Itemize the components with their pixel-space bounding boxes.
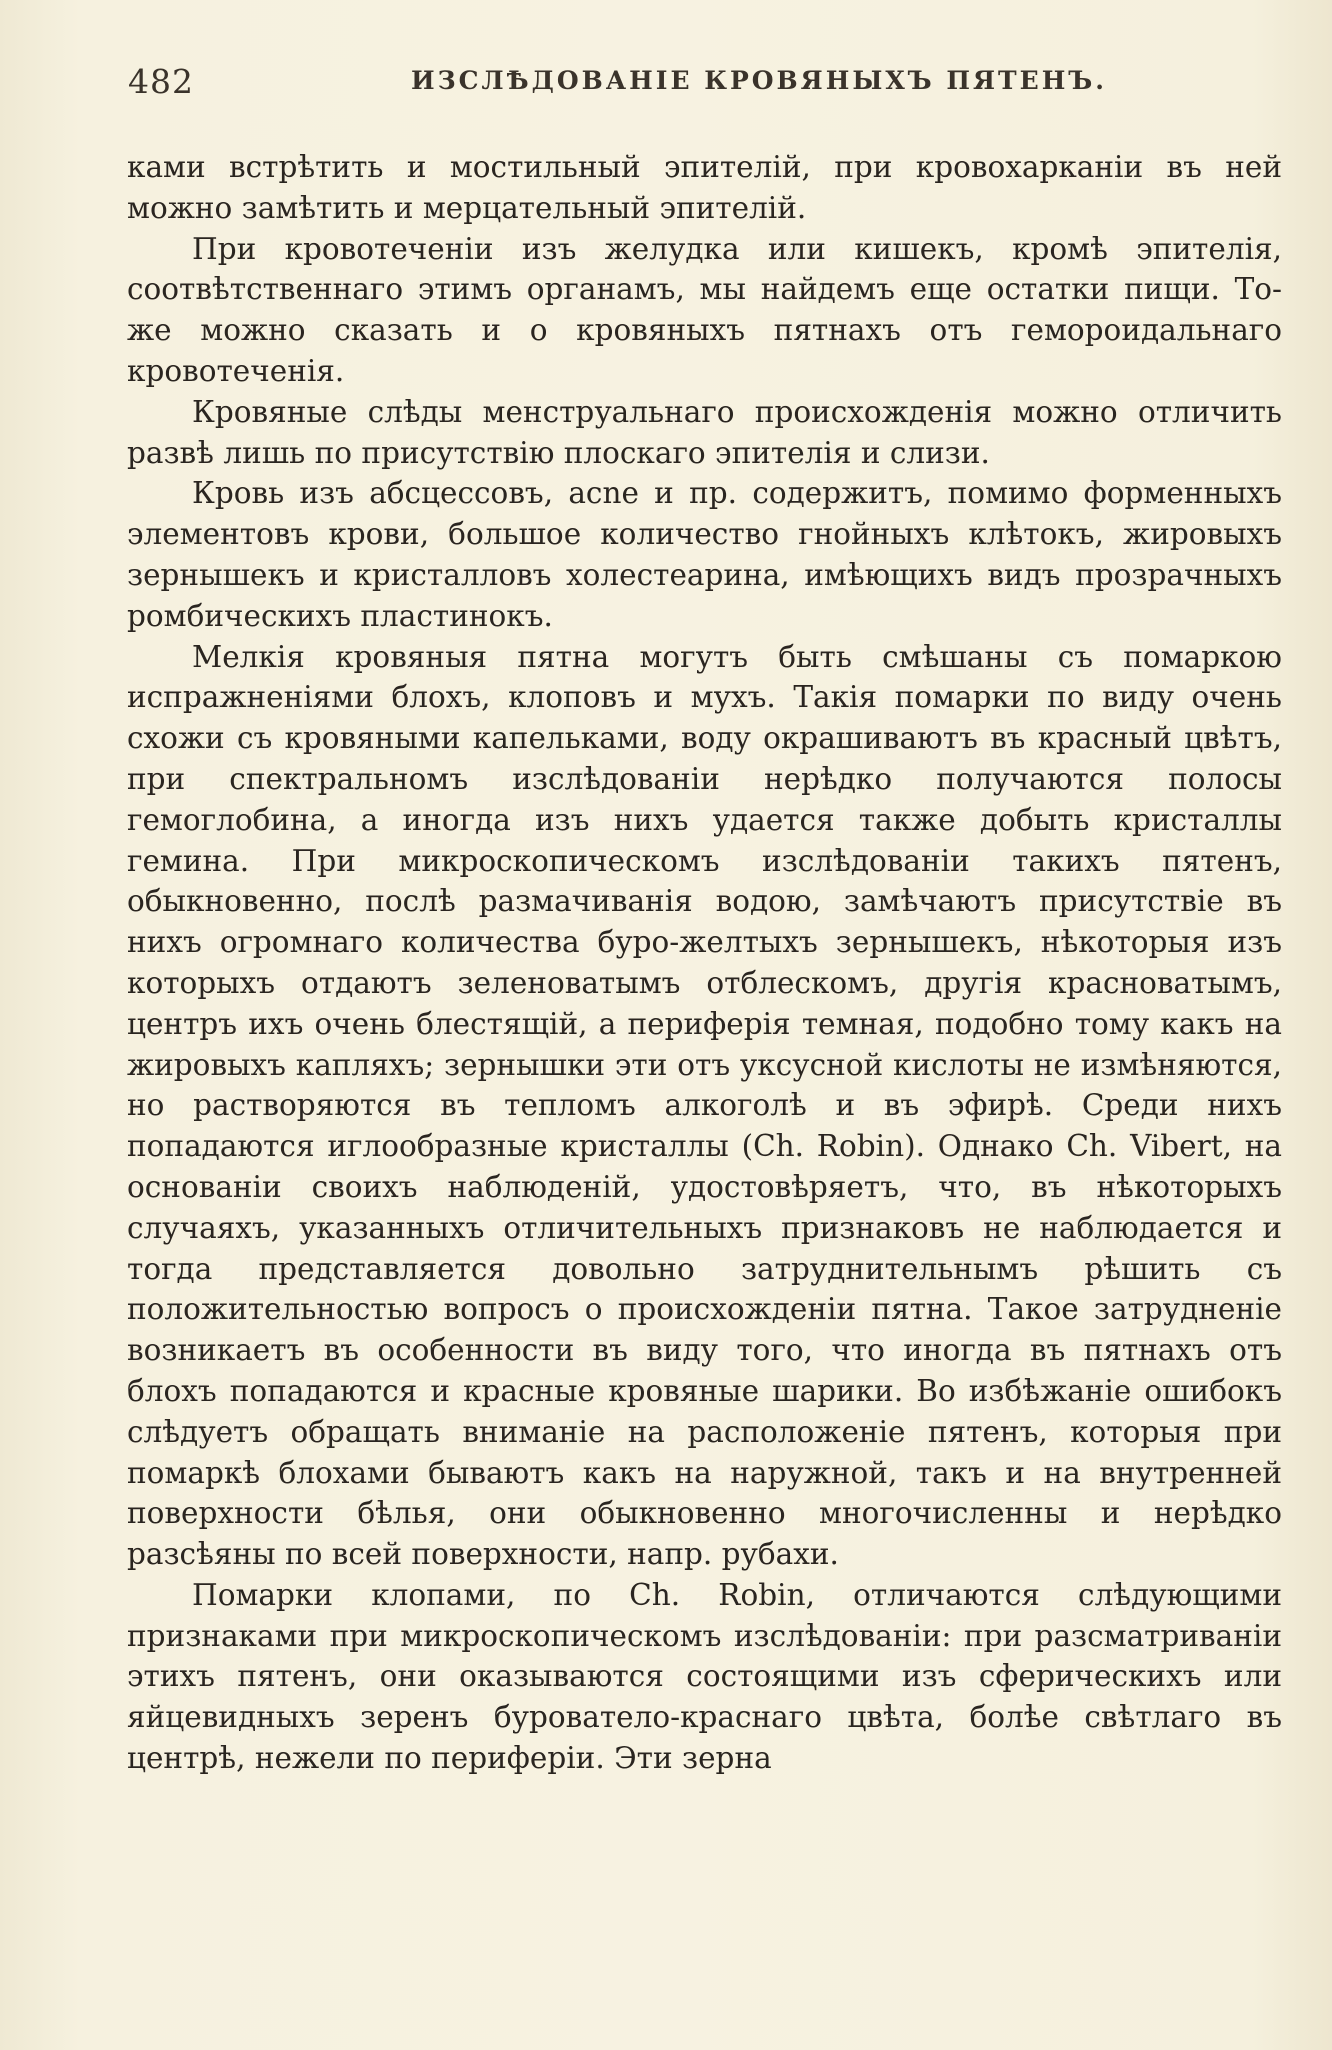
body-text [127, 147, 1282, 1779]
running-title: ИЗСЛѢДОВАНІЕ КРОВЯНЫХЪ ПЯТЕНЪ. [411, 66, 1107, 95]
page-header [128, 62, 1278, 112]
paragraph-insect-stains: Мелкія кровяныя пятна могутъ быть смѣшаны съ помаркою испражненіями блохъ, клоповъ и мухъ. Такія помарки по виду очень схожи съ кровяными капельками, воду окрашиваютъ въ красный цвѣтъ, при спектральномъ изслѣдованіи нерѣдко получаются полосы гемоглобина, а иногда изъ нихъ удается также добыть кристаллы гемина. При микроскопическомъ изслѣдованіи такихъ пятенъ, обыкновенно, послѣ размачиванія водою, замѣчаютъ присутствіе въ нихъ огромнаго количества буро-желтыхъ зернышекъ, нѣкоторыя изъ которыхъ отдаютъ зеленоватымъ отблескомъ, другія красноватымъ, центръ ихъ очень блестящій, а периферія темная, подобно тому какъ на жировыхъ капляхъ; зернышки эти отъ уксусной кислоты не измѣняются, но растворяются въ тепломъ алкоголѣ и въ эфирѣ. Среди нихъ попадаются иглообразные кристаллы (Ch. Robin). Однако Ch. Vibert, на основаніи своихъ наблюденій, удостовѣряетъ, что, въ нѣкоторыхъ случаяхъ, указанныхъ отличительныхъ признаковъ не наблюдается и тогда представляется довольно затруднительнымъ рѣшить съ положительностью вопросъ о происхожденіи пятна. Такое затрудненіе возникаетъ въ особенности въ виду того, что иногда въ пятнахъ отъ блохъ попадаются и красные кровяные шарики. Во избѣжаніе ошибокъ слѣдуетъ обращать вниманіе на расположеніе пятенъ, которыя при помаркѣ блохами бываютъ какъ на наружной, такъ и на внутренней поверхности бѣлья, они обыкновенно многочисленны и нерѣдко разсѣяны по всей поверхности, напр. рубахи. [127, 639, 1282, 1572]
paragraph-menstrual-traces: Кровяные слѣды менструальнаго происхожденія можно отличить развѣ лишь по присутствію плоскаго эпителія и слизи. [127, 394, 1282, 470]
paragraph-bedbug-stains: Помарки клопами, по Ch. Robin, отличаются слѣдующими признаками при микроскопическомъ изслѣдованіи: при разсматриваніи этихъ пятенъ, они оказываются состоящими изъ сферическихъ или яйцевидныхъ зеренъ бурователо-краснаго цвѣта, болѣе свѣтлаго въ центрѣ, нежели по периферіи. Эти зерна [127, 1577, 1282, 1776]
paragraph-stomach-bleeding: При кровотеченіи изъ желудка или кишекъ, кромѣ эпителія, соотвѣтственнаго этимъ органамъ, мы найдемъ еще остатки пищи. То-же можно сказать и о кровяныхъ пятнахъ отъ гемороидальнаго кровотеченія. [127, 231, 1282, 388]
paragraph-abscess-blood: Кровь изъ абсцессовъ, acne и пр. содержитъ, помимо форменныхъ элементовъ крови, большое количество гнойныхъ клѣтокъ, жировыхъ зернышекъ и кристалловъ холестеарина, имѣющихъ видъ прозрачныхъ ромбическихъ пластинокъ. [127, 476, 1282, 633]
paragraph-continuation: ками встрѣтить и мостильный эпителій, при кровохарканіи въ ней можно замѣтить и мерцательный эпителій. [127, 150, 1282, 225]
page-number: 482 [128, 62, 194, 101]
